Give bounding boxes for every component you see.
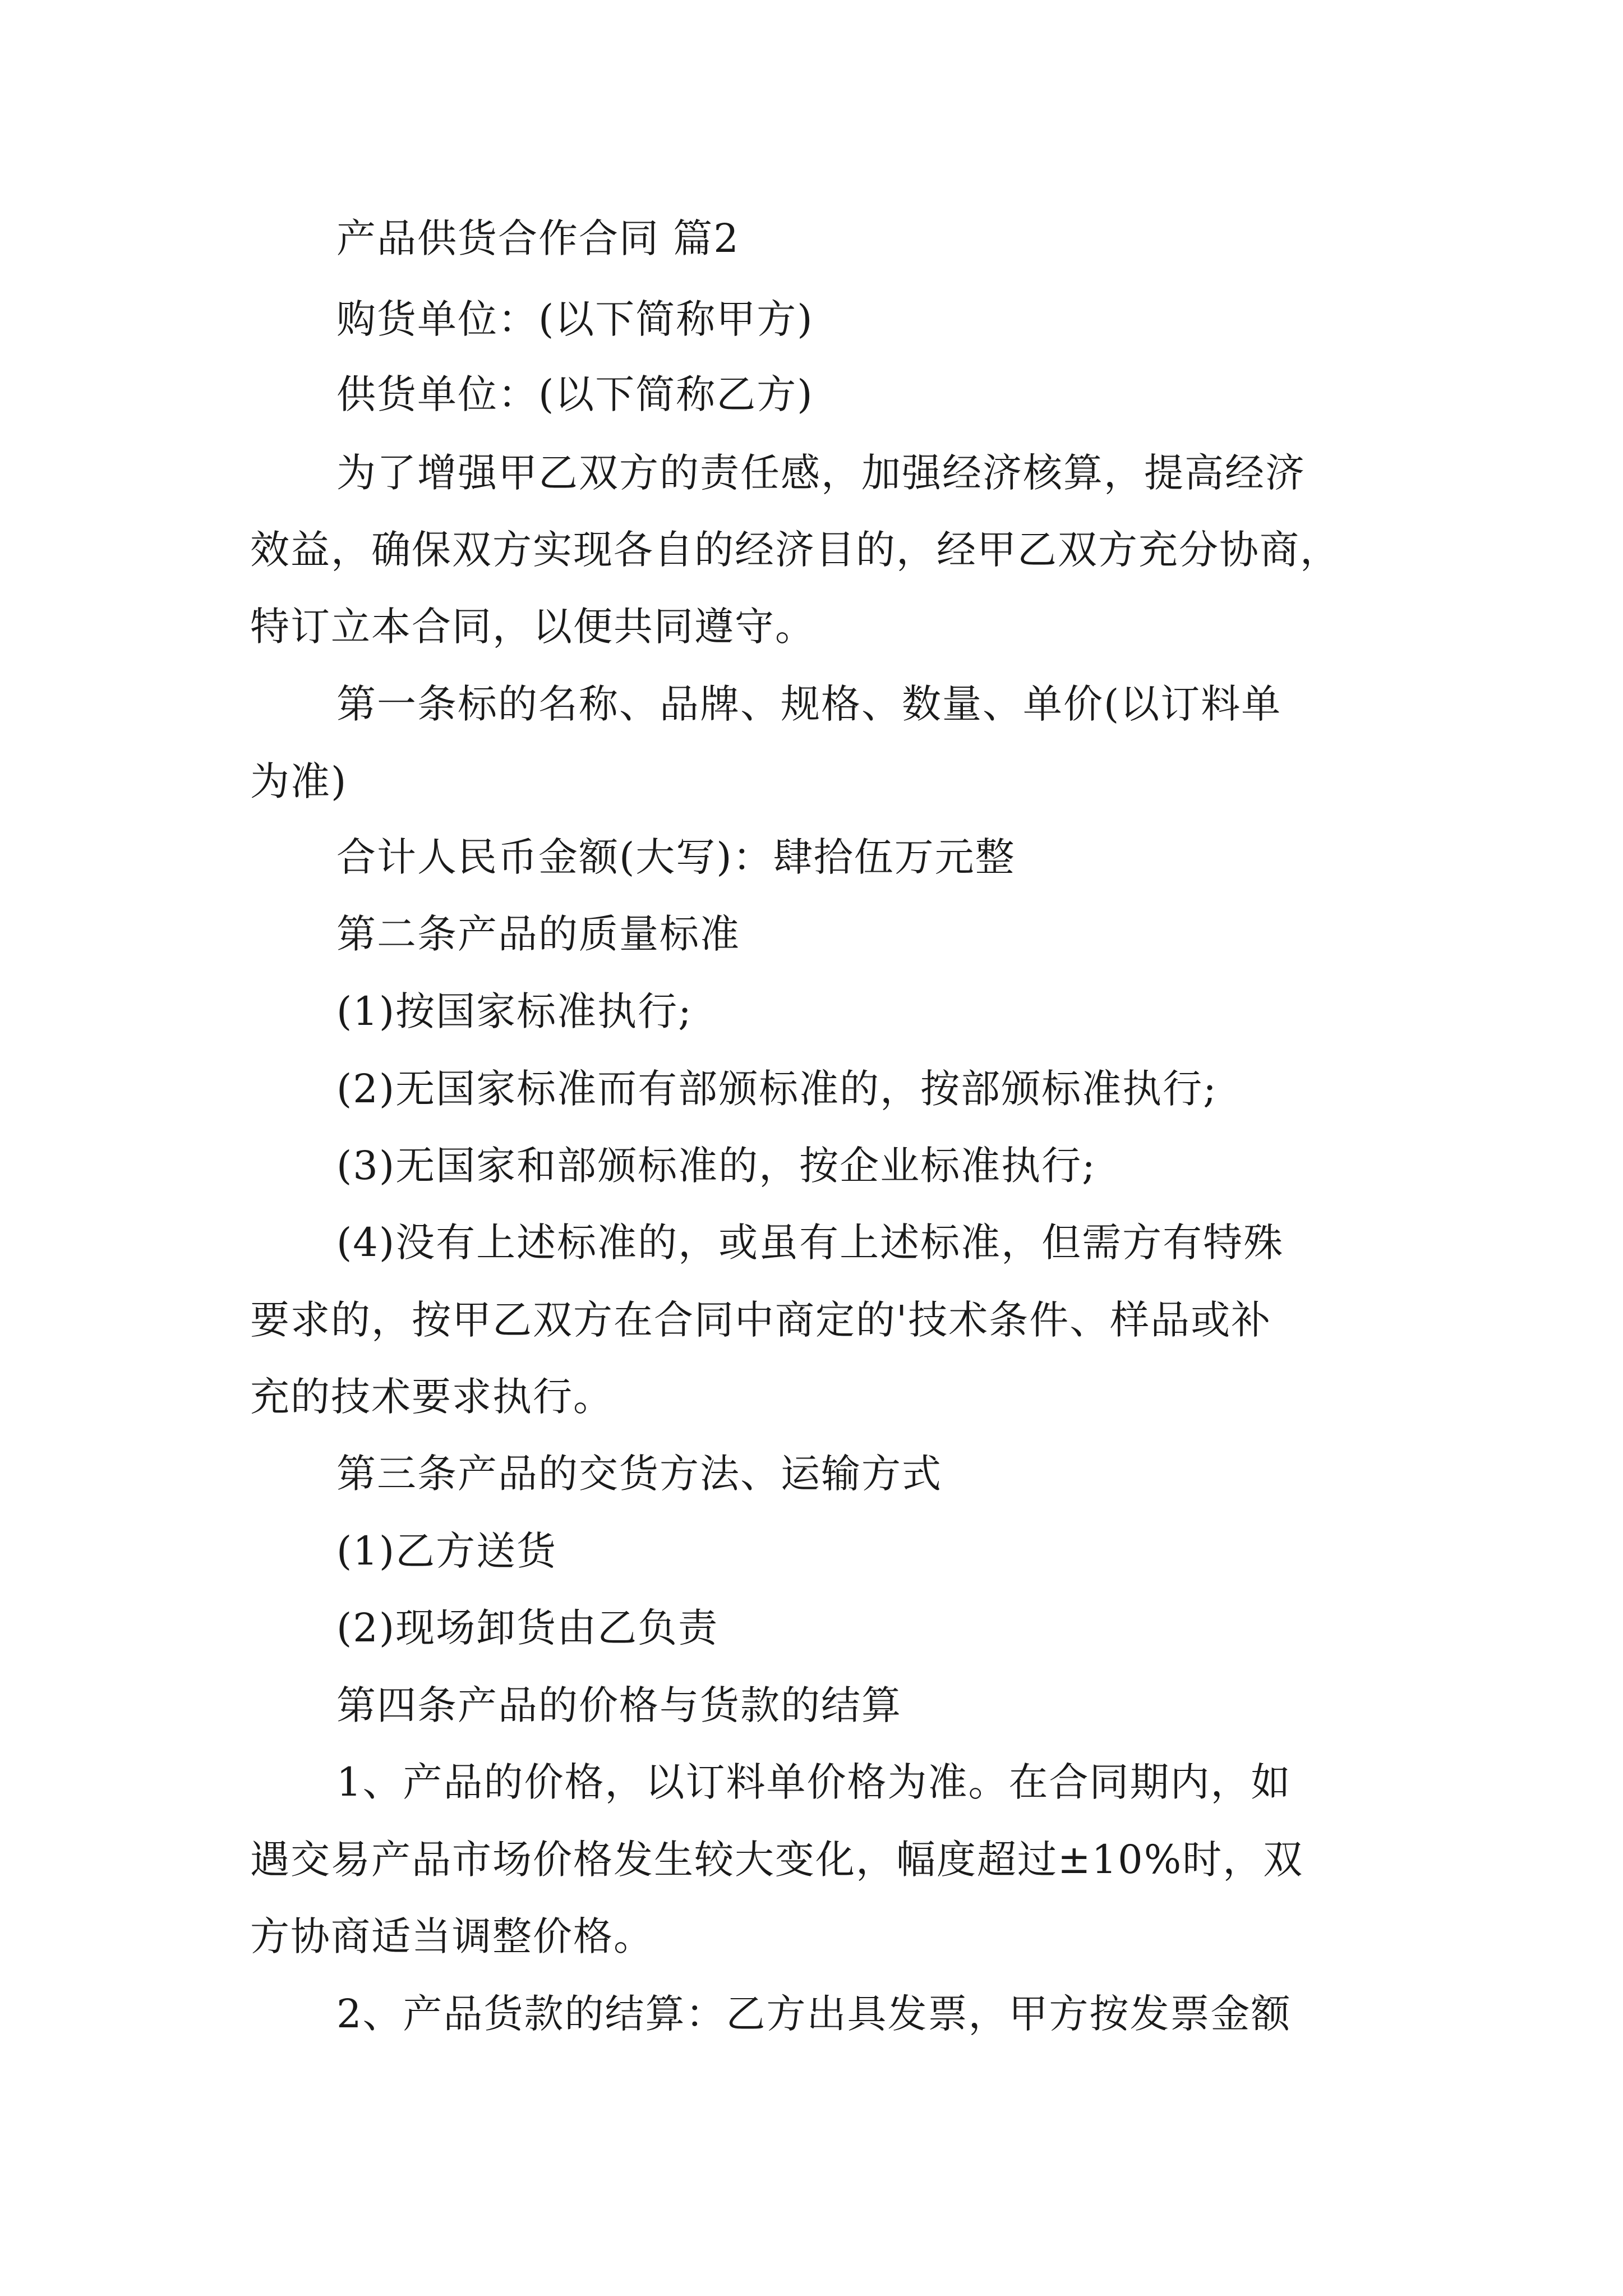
article-3-heading: 第三条产品的交货方法、运输方式 <box>336 1451 942 1497</box>
article-2-item-4-line-2: 要求的，按甲乙双方在合同中商定的'技术条件、样品或补 <box>250 1297 1272 1343</box>
article-4-item-1-line-1: 1、产品的价格，以订料单价格为准。在合同期内，如 <box>336 1759 1292 1805</box>
article-2-heading: 第二条产品的质量标准 <box>336 911 740 957</box>
article-4-item-2-line-1: 2、产品货款的结算：乙方出具发票，甲方按发票金额 <box>336 1991 1292 2037</box>
article-4-item-1-line-2: 遇交易产品市场价格发生较大变化，幅度超过±10%时，双 <box>250 1837 1304 1883</box>
article-4-heading: 第四条产品的价格与货款的结算 <box>336 1682 902 1728</box>
article-4-item-1-line-3: 方协商适当调整价格。 <box>250 1913 654 1959</box>
total-amount-line: 合计人民币金额(大写)：肆拾伍万元整 <box>336 834 1016 880</box>
buyer-line: 购货单位：(以下简称甲方) <box>336 296 814 342</box>
article-2-item-4-line-1: (4)没有上述标准的，或虽有上述标准，但需方有特殊 <box>336 1220 1284 1266</box>
article-3-item-1: (1)乙方送货 <box>336 1528 557 1574</box>
article-3-item-2: (2)现场卸货由乙负责 <box>336 1605 719 1651</box>
article-2-item-1: (1)按国家标准执行; <box>336 988 693 1034</box>
article-1-line-1: 第一条标的名称、品牌、规格、数量、单价(以订料单 <box>336 681 1282 727</box>
intro-line-1: 为了增强甲乙双方的责任感，加强经济核算，提高经济 <box>336 450 1306 496</box>
article-1-line-2: 为准) <box>250 758 348 804</box>
article-2-item-4-line-3: 充的技术要求执行。 <box>250 1374 614 1420</box>
intro-line-2: 效益，确保双方实现各自的经济目的，经甲乙双方充分协商， <box>250 527 1340 573</box>
intro-line-3: 特订立本合同，以便共同遵守。 <box>250 604 815 650</box>
doc-title: 产品供货合作合同 篇2 <box>336 215 740 261</box>
supplier-line: 供货单位：(以下简称乙方) <box>336 371 814 417</box>
article-2-item-3: (3)无国家和部颁标准的，按企业标准执行; <box>336 1143 1096 1189</box>
article-2-item-2: (2)无国家标准而有部颁标准的，按部颁标准执行; <box>336 1066 1218 1112</box>
